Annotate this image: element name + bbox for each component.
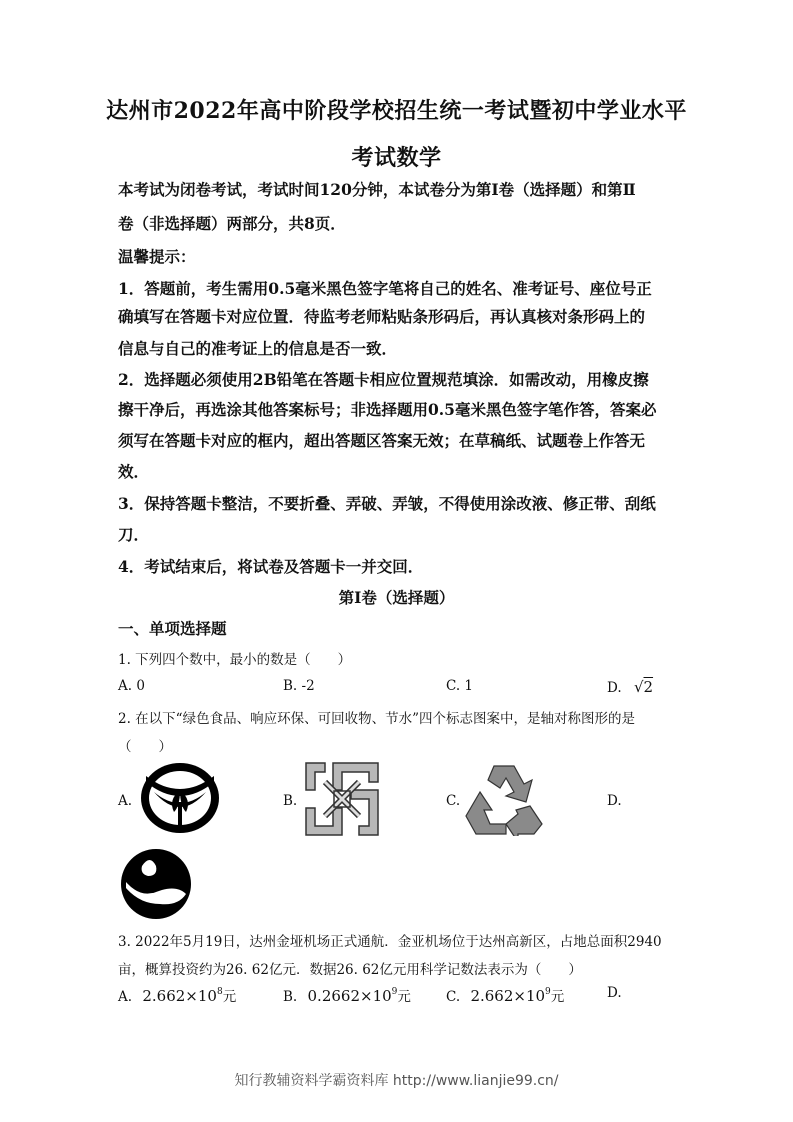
q1-option-d-label: D.	[607, 680, 622, 696]
q3-option-a-value: $2.662\times 10^8$	[142, 987, 223, 1005]
question-2-stem-cont: （ ）	[118, 739, 172, 755]
q3-option-b-value: $0.2662\times 10^9$	[307, 987, 398, 1005]
q2-option-d: D.	[607, 793, 622, 809]
exam-title-line1: 达州市2022年高中阶段学校招生统一考试暨初中学业水平	[106, 98, 687, 124]
q3-option-d: D.	[607, 985, 622, 1001]
q3-option-b-unit: 元	[397, 989, 411, 1005]
intro-line: 确填写在答题卡对应位置．待监考老师粘贴条形码后，再认真核对条形码上的	[118, 307, 646, 326]
q3-option-a	[118, 985, 236, 1005]
intro-line: 1．答题前，考生需用0.5毫米黑色签字笔将自己的姓名、准考证号、座位号正	[118, 279, 652, 298]
q3-option-c-unit: 元	[550, 989, 565, 1005]
q1-option-b: B. -2	[283, 678, 315, 694]
intro-line: 效．	[118, 462, 150, 481]
water-saving-logo-icon	[120, 848, 192, 920]
environmental-logo-icon	[303, 760, 381, 838]
intro-line: 3．保持答题卡整洁，不要折叠、弄破、弄皱，不得使用涂改液、修正带、刮纸	[118, 494, 656, 513]
section-title: 第Ⅰ卷（选择题）	[338, 588, 455, 607]
intro-line: 须写在答题卡对应的框内，超出答题区答案无效；在草稿纸、试题卷上作答无	[118, 431, 646, 450]
q2-option-b: B.	[283, 793, 298, 809]
intro-line: 4．考试结束后，将试卷及答题卡一并交回．	[118, 557, 424, 576]
q1-option-c: C. 1	[446, 678, 474, 694]
footer-watermark[interactable]: 知行教辅资料学霸资料库 http://www.lianjie99.cn/	[234, 1073, 559, 1089]
q3-option-c-label: C.	[446, 989, 461, 1005]
intro-line: 温馨提示：	[118, 247, 196, 266]
intro-line: 本考试为闭卷考试，考试时间120分钟，本试卷分为第Ⅰ卷（选择题）和第Ⅱ	[118, 180, 636, 199]
question-2-stem: 2. 在以下“绿色食品、响应环保、可回收物、节水”四个标志图案中，是轴对称图形的是	[118, 711, 635, 727]
sqrt-symbol-icon: √2	[633, 678, 654, 696]
q3-option-c-value: $2.662\times 10^9$	[470, 987, 551, 1005]
intro-line: 擦干净后，再选涂其他答案标号；非选择题用0.5毫米黑色签字笔作答，答案必	[118, 400, 657, 419]
question-3-stem-cont: 亩，概算投资约为26. 62亿元．数据26. 62亿元用科学记数法表示为（ ）	[118, 962, 582, 978]
q1-option-d	[607, 678, 653, 696]
intro-line: 刀．	[118, 525, 150, 544]
q2-option-c: C.	[446, 793, 461, 809]
q3-option-a-label: A.	[118, 989, 133, 1005]
part-title: 一、单项选择题	[118, 619, 227, 638]
q1-option-a: A. 0	[118, 678, 145, 694]
q2-option-a: A.	[118, 793, 133, 809]
green-food-logo-icon	[140, 762, 220, 834]
q3-option-b	[283, 985, 411, 1005]
question-3-stem: 3. 2022年5月19日，达州金垭机场正式通航．金亚机场位于达州高新区，占地总面积2940	[118, 934, 662, 950]
intro-line: 2．选择题必须使用2B铅笔在答题卡相应位置规范填涂．如需改动，用橡皮擦	[118, 370, 649, 389]
recycling-logo-icon	[462, 762, 546, 836]
q3-option-c	[446, 985, 564, 1005]
intro-line: 卷（非选择题）两部分，共8页．	[118, 214, 346, 233]
exam-title-line2: 考试数学	[351, 145, 442, 171]
question-1-stem: 1. 下列四个数中，最小的数是（ ）	[118, 652, 352, 668]
intro-line: 信息与自己的准考证上的信息是否一致．	[118, 339, 398, 358]
q3-option-a-unit: 元	[222, 989, 237, 1005]
q3-option-b-label: B.	[283, 989, 298, 1005]
q1-option-d-value: 2	[643, 678, 654, 696]
